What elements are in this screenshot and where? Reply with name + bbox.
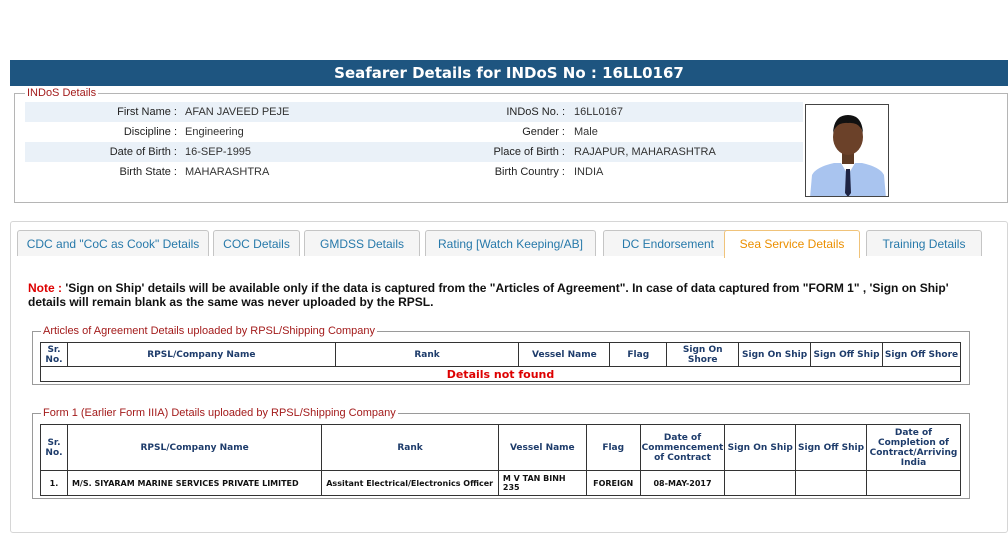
tab-rating-watch-keeping[interactable]: Rating [Watch Keeping/AB] bbox=[425, 230, 596, 256]
indos-row bbox=[25, 162, 803, 182]
sign-off-ship-cell bbox=[796, 471, 867, 496]
column-header: Sr. No. bbox=[41, 425, 68, 471]
indos-no-label: INDoS No. : bbox=[506, 106, 565, 118]
table-row bbox=[41, 471, 961, 496]
column-header: Rank bbox=[335, 343, 519, 367]
column-header: Sign On Ship bbox=[725, 425, 796, 471]
form1-table bbox=[40, 424, 961, 496]
articles-of-agreement-section bbox=[32, 325, 970, 385]
column-header: Sign Off Ship bbox=[811, 343, 883, 367]
table-row bbox=[41, 367, 961, 382]
page-title: Seafarer Details for INDoS No : 16LL0167 bbox=[10, 60, 1008, 86]
rank-cell: Assitant Electrical/Electronics Officer bbox=[322, 471, 499, 496]
table-header-row bbox=[41, 343, 961, 367]
sign-on-ship-cell bbox=[725, 471, 796, 496]
form1-legend: Form 1 (Earlier Form IIIA) Details uploaded by RPSL/Shipping Company bbox=[43, 407, 396, 419]
indos-details-panel bbox=[14, 87, 1008, 203]
table-header-row bbox=[41, 425, 961, 471]
vessel-cell: M V TAN BINH 235 bbox=[498, 471, 586, 496]
note-text: 'Sign on Ship' details will be available only if the data is captured from the "Articles of Agreement". In case of data captured from "FORM 1" , 'Sign on Ship' details will remain blank as the same was never uploaded by the RPSL. bbox=[28, 281, 949, 309]
articles-legend: Articles of Agreement Details uploaded by RPSL/Shipping Company bbox=[43, 325, 376, 337]
seafarer-photo bbox=[805, 104, 889, 197]
tab-training-details[interactable]: Training Details bbox=[866, 230, 982, 256]
commencement-cell: 08-MAY-2017 bbox=[640, 471, 725, 496]
column-header: RPSL/Company Name bbox=[67, 343, 335, 367]
column-header: Flag bbox=[586, 425, 640, 471]
indos-row bbox=[25, 122, 803, 142]
discipline-label: Discipline : bbox=[123, 126, 177, 138]
birth-state-value: MAHARASHTRA bbox=[185, 166, 270, 178]
flag-cell: FOREIGN bbox=[586, 471, 640, 496]
discipline-value: Engineering bbox=[185, 126, 244, 138]
column-header: Date of Completion of Contract/Arriving India bbox=[866, 425, 960, 471]
tab-gmdss-details[interactable]: GMDSS Details bbox=[304, 230, 420, 256]
column-header: Sr. No. bbox=[41, 343, 68, 367]
column-header: RPSL/Company Name bbox=[67, 425, 321, 471]
dob-value: 16-SEP-1995 bbox=[185, 146, 252, 158]
gender-label: Gender : bbox=[522, 126, 565, 138]
first-name-label: First Name : bbox=[117, 106, 177, 118]
tab-sea-service-details[interactable]: Sea Service Details bbox=[724, 230, 860, 258]
indos-no-value: 16LL0167 bbox=[574, 106, 623, 118]
column-header: Vessel Name bbox=[498, 425, 586, 471]
birth-state-label: Birth State : bbox=[119, 166, 177, 178]
column-header: Rank bbox=[322, 425, 499, 471]
tab-coc-details[interactable]: COC Details bbox=[213, 230, 300, 256]
column-header: Sign On Ship bbox=[739, 343, 811, 367]
place-of-birth-label: Place of Birth : bbox=[493, 146, 565, 158]
column-header: Sign Off Ship bbox=[796, 425, 867, 471]
indos-row bbox=[25, 102, 803, 122]
column-header: Flag bbox=[610, 343, 667, 367]
sr-no-cell: 1. bbox=[41, 471, 68, 496]
company-cell: M/S. SIYARAM MARINE SERVICES PRIVATE LIMITED bbox=[67, 471, 321, 496]
note-label: Note : bbox=[28, 281, 62, 295]
form1-section bbox=[32, 407, 970, 499]
birth-country-label: Birth Country : bbox=[494, 166, 565, 178]
column-header: Sign Off Shore bbox=[883, 343, 961, 367]
first-name-value: AFAN JAVEED PEJE bbox=[185, 106, 290, 118]
tab-cdc-details[interactable]: CDC and "CoC as Cook" Details bbox=[17, 230, 209, 256]
column-header: Sign On Shore bbox=[667, 343, 739, 367]
indos-row bbox=[25, 142, 803, 162]
articles-table bbox=[40, 342, 961, 382]
completion-cell bbox=[866, 471, 960, 496]
column-header: Date of Commencement of Contract bbox=[640, 425, 725, 471]
birth-country-value: INDIA bbox=[574, 166, 604, 178]
details-not-found-message: Details not found bbox=[41, 367, 961, 382]
indos-details-legend: INDoS Details bbox=[27, 87, 97, 99]
tab-dc-endorsement[interactable]: DC Endorsement bbox=[603, 230, 733, 256]
gender-value: Male bbox=[574, 126, 598, 138]
dob-label: Date of Birth : bbox=[109, 146, 177, 158]
place-of-birth-value: RAJAPUR, MAHARASHTRA bbox=[574, 146, 716, 158]
column-header: Vessel Name bbox=[519, 343, 610, 367]
sign-on-ship-note bbox=[28, 281, 978, 309]
